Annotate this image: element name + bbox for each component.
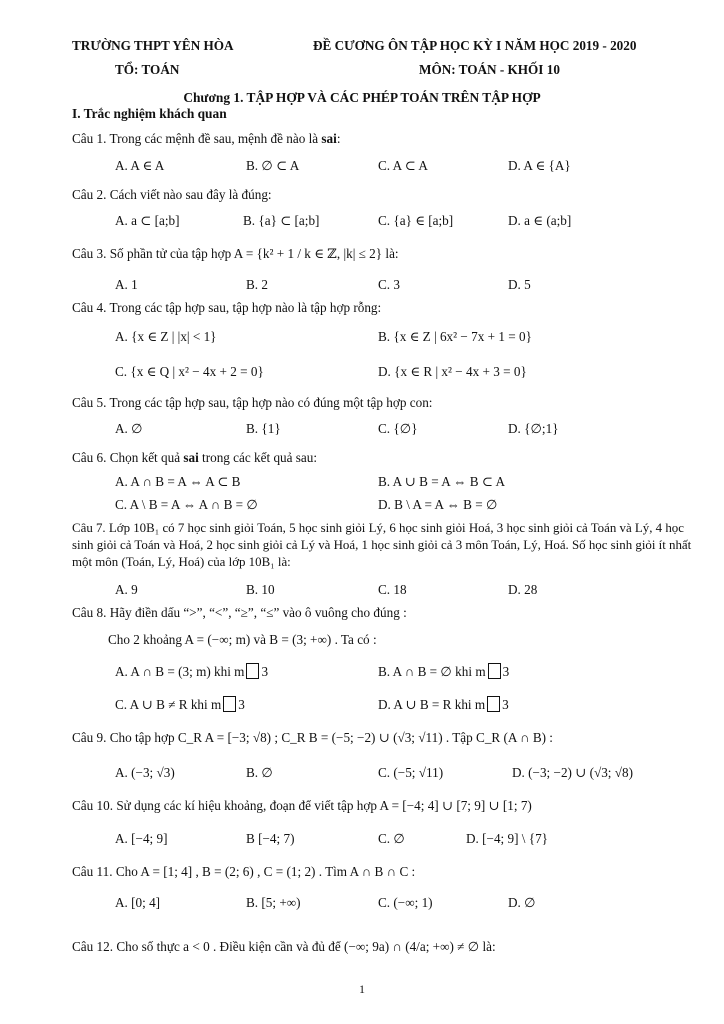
q8-option-d: D. A ∪ B = R khi m 3: [378, 697, 509, 712]
answer-box[interactable]: [487, 696, 500, 712]
q1-option-d: D. A ∈ {A}: [508, 158, 571, 173]
section-title: I. Trắc nghiệm khách quan: [72, 106, 227, 121]
question-4: Câu 4. Trong các tập hợp sau, tập hợp nào là tập hợp rỗng:: [72, 300, 382, 315]
q11-option-d: D. ∅: [508, 895, 536, 910]
q8-given: Cho 2 khoảng A = (−∞; m) và B = (3; +∞) . Ta có :: [108, 632, 377, 647]
q2-option-c: C. {a} ∈ [a;b]: [378, 213, 454, 228]
question-7: Câu 7. Lớp 10B₁ có 7 học sinh giỏi Toán, 5 học sinh giỏi Lý, 6 học sinh giỏi Hoá, 3 học sinh giỏi cả Toán và Lý, 4 học sinh giỏi cả Toán và Hoá, 2 học sinh giỏi cả Lý và Hoá, 1 học sinh giỏi cả 3 môn Toán, Lý, Hoá. Số học sinh giỏi ít nhất một môn (Toán, Lý, Hoá) của lớp 10B₁ là:: [72, 521, 692, 569]
q6-option-a: A. A ∩ B = A ⇔ A ⊂ B: [115, 474, 241, 489]
question-5: Câu 5. Trong các tập hợp sau, tập hợp nào có đúng một tập hợp con:: [72, 395, 433, 410]
answer-box[interactable]: [223, 696, 236, 712]
q3-option-b: B. 2: [246, 277, 268, 292]
q9-option-a: A. (−3; √3): [115, 765, 175, 780]
q7-option-d: D. 28: [508, 582, 538, 597]
q8-option-c: C. A ∪ B ≠ R khi m 3: [115, 697, 245, 712]
q3-option-d: D. 5: [508, 277, 531, 292]
q6-option-b: B. A ∪ B = A ⇔ B ⊂ A: [378, 474, 506, 489]
question-10: Câu 10. Sử dụng các kí hiệu khoảng, đoạn để viết tập hợp A = [−4; 4] ∪ [7; 9] ∪ [1; 7): [72, 798, 532, 813]
q8-option-a: A. A ∩ B = (3; m) khi m 3: [115, 664, 269, 679]
question-11: Câu 11. Cho A = [1; 4] , B = (2; 6) , C = (1; 2) . Tìm A ∩ B ∩ C :: [72, 864, 416, 879]
q5-option-b: B. {1}: [246, 421, 281, 436]
chapter-title: Chương 1. TẬP HỢP VÀ CÁC PHÉP TOÁN TRÊN TẬP HỢP: [183, 90, 541, 105]
question-6: Câu 6. Chọn kết quả sai trong các kết quả sau:: [72, 450, 318, 465]
q2-option-b: B. {a} ⊂ [a;b]: [243, 213, 320, 228]
q4-option-d: D. {x ∈ R | x² − 4x + 3 = 0}: [378, 364, 527, 379]
q3-option-a: A. 1: [115, 277, 138, 292]
school-name: TRƯỜNG THPT YÊN HÒA: [72, 38, 234, 53]
q11-option-a: A. [0; 4]: [115, 895, 161, 910]
subject-label: MÔN: TOÁN - KHỐI 10: [419, 62, 560, 77]
q1-option-c: C. A ⊂ A: [378, 158, 428, 173]
q3-option-c: C. 3: [378, 277, 400, 292]
q10-option-b: B [−4; 7): [246, 831, 295, 846]
page-number: 1: [359, 982, 365, 996]
document-title: ĐỀ CƯƠNG ÔN TẬP HỌC KỲ I NĂM HỌC 2019 - 2020: [313, 38, 637, 53]
answer-box[interactable]: [488, 663, 501, 679]
q4-option-c: C. {x ∈ Q | x² − 4x + 2 = 0}: [115, 364, 264, 379]
question-2: Câu 2. Cách viết nào sau đây là đúng:: [72, 187, 272, 202]
question-12: Câu 12. Cho số thực a < 0 . Điều kiện cần và đủ để (−∞; 9a) ∩ (4/a; +∞) ≠ ∅ là:: [72, 939, 496, 954]
q10-option-c: C. ∅: [378, 831, 405, 846]
question-9: Câu 9. Cho tập hợp C_R A = [−3; √8) ; C_R B = (−5; −2) ∪ (√3; √11) . Tập C_R (A ∩ B) :: [72, 730, 553, 745]
q2-option-d: D. a ∈ (a;b]: [508, 213, 572, 228]
question-3: Câu 3. Số phần tử của tập hợp A = {k² + 1 / k ∈ ℤ, |k| ≤ 2} là:: [72, 246, 399, 261]
q6-option-c: C. A \ B = A ⇔ A ∩ B = ∅: [115, 497, 258, 512]
q6-option-d: D. B \ A = A ⇔ B = ∅: [378, 497, 498, 512]
q5-option-d: D. {∅;1}: [508, 421, 559, 436]
q1-option-a: A. A ∈ A: [115, 158, 165, 173]
q7-option-a: A. 9: [115, 582, 138, 597]
q5-option-a: A. ∅: [115, 421, 143, 436]
q4-option-a: A. {x ∈ Z | |x| < 1}: [115, 329, 217, 344]
q11-option-b: B. [5; +∞): [246, 895, 301, 910]
q8-option-b: B. A ∩ B = ∅ khi m 3: [378, 664, 510, 679]
q9-option-d: D. (−3; −2) ∪ (√3; √8): [512, 765, 633, 780]
department-name: TỔ: TOÁN: [115, 62, 180, 77]
q5-option-c: C. {∅}: [378, 421, 418, 436]
q4-option-b: B. {x ∈ Z | 6x² − 7x + 1 = 0}: [378, 329, 532, 344]
answer-box[interactable]: [246, 663, 259, 679]
q11-option-c: C. (−∞; 1): [378, 895, 433, 910]
q9-option-c: C. (−5; √11): [378, 765, 444, 780]
q7-option-b: B. 10: [246, 582, 275, 597]
q2-option-a: A. a ⊂ [a;b]: [115, 213, 180, 228]
question-1: Câu 1. Trong các mệnh đề sau, mệnh đề nào là sai:: [72, 131, 341, 146]
q10-option-a: A. [−4; 9]: [115, 831, 168, 846]
q1-option-b: B. ∅ ⊂ A: [246, 158, 300, 173]
question-8: Câu 8. Hãy điền dấu “>”, “<”, “≥”, “≤” vào ô vuông cho đúng :: [72, 605, 407, 620]
q9-option-b: B. ∅: [246, 765, 273, 780]
q10-option-d: D. [−4; 9] \ {7}: [466, 831, 548, 846]
q7-option-c: C. 18: [378, 582, 407, 597]
